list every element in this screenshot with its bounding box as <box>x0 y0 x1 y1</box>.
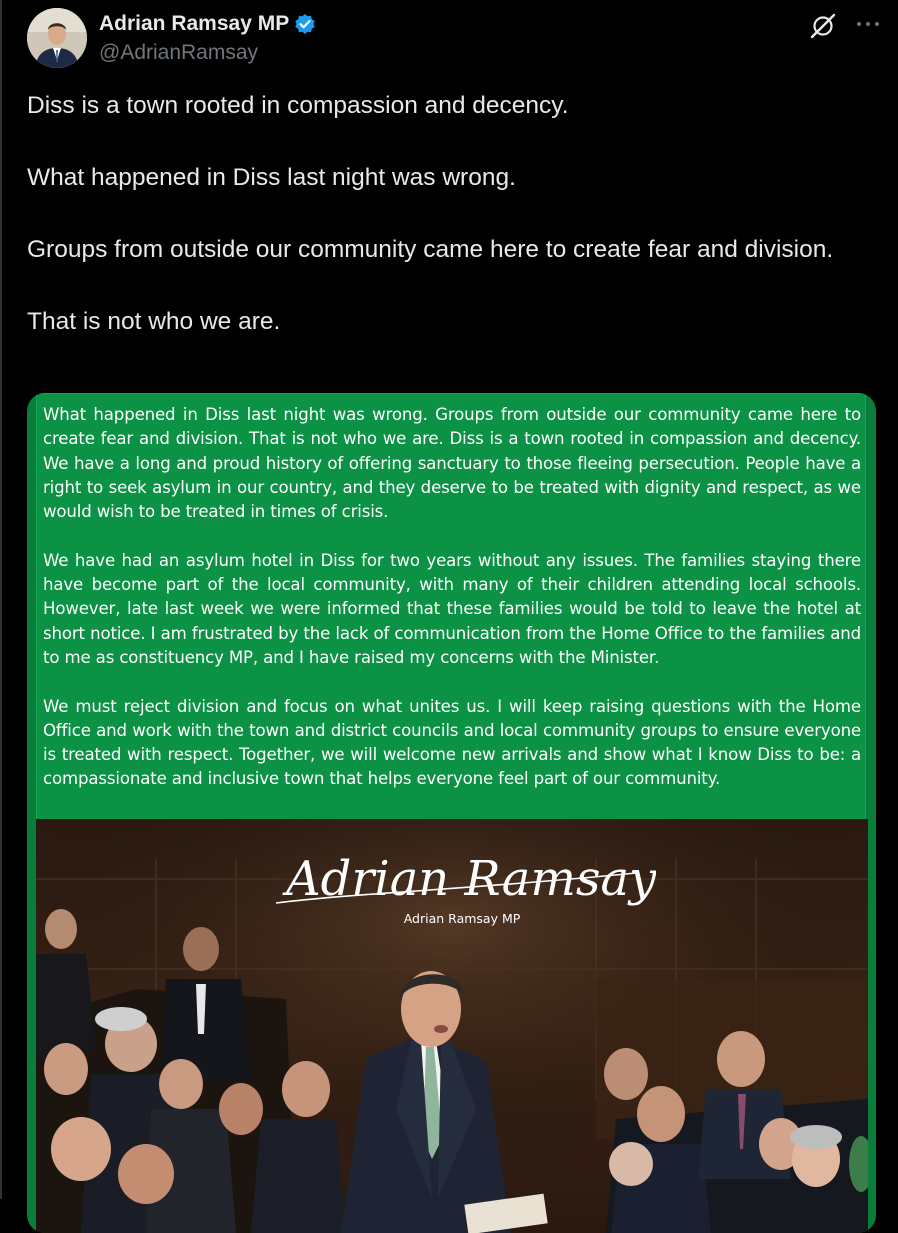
author-handle[interactable]: @AdrianRamsay <box>99 41 259 64</box>
tweet-paragraph: Groups from outside our community came here to create fear and division. <box>27 236 834 263</box>
statement-panel <box>36 393 866 820</box>
statement-paragraph: We must reject division and focus on what unites us. I will keep raising questions with the Home Office and work with the town and district councils and local community groups to ensure everyone is treated with respect. Together, we will welcome new arrivals and show what I know Diss to be: a compassionate and inclusive town that helps everyone feel part of our community. <box>43 696 861 789</box>
tweet-paragraph: Diss is a town rooted in compassion and decency. <box>27 92 569 119</box>
statement-paragraph: What happened in Diss last night was wrong. Groups from outside our community came here to create fear and division. That is not who we are. Diss is a town rooted in compassion and decency. We have a long and proud history of offering sanctuary to those fleeing persecution. People have a right to seek asylum in our country, and they deserve to be treated with dignity and respect, as we would wish to be treated in times of crisis. <box>43 405 861 522</box>
tweet-media-image[interactable] <box>27 393 876 1233</box>
tweet-paragraph: What happened in Diss last night was wrong. <box>27 164 516 191</box>
timeline-divider <box>0 0 2 1199</box>
author-name-row <box>99 12 316 36</box>
parliament-photo <box>36 819 868 1233</box>
display-name[interactable]: Adrian Ramsay MP <box>99 12 290 35</box>
signature-caption: Adrian Ramsay MP <box>403 911 521 926</box>
statement-text <box>43 403 861 816</box>
tweet-paragraph: That is not who we are. <box>27 308 281 335</box>
avatar[interactable] <box>27 8 87 68</box>
more-options-icon[interactable] <box>854 16 882 32</box>
tweet-text <box>27 88 847 376</box>
verified-badge-icon <box>294 13 316 35</box>
signature-text: Adrian Ramsay <box>286 851 656 907</box>
tweet-header <box>27 8 882 72</box>
signature-icon <box>276 833 656 923</box>
grok-icon[interactable] <box>809 12 837 40</box>
statement-paragraph: We have had an asylum hotel in Diss for two years without any issues. The families staying there have become part of the local community, with many of their children attending local schools. However, late last week we were informed that these families would be told to leave the hotel at short notice. I am frustrated by the lack of communication from the Home Office to the families and to me as constituency MP, and I have raised my concerns with the Minister. <box>43 550 861 667</box>
